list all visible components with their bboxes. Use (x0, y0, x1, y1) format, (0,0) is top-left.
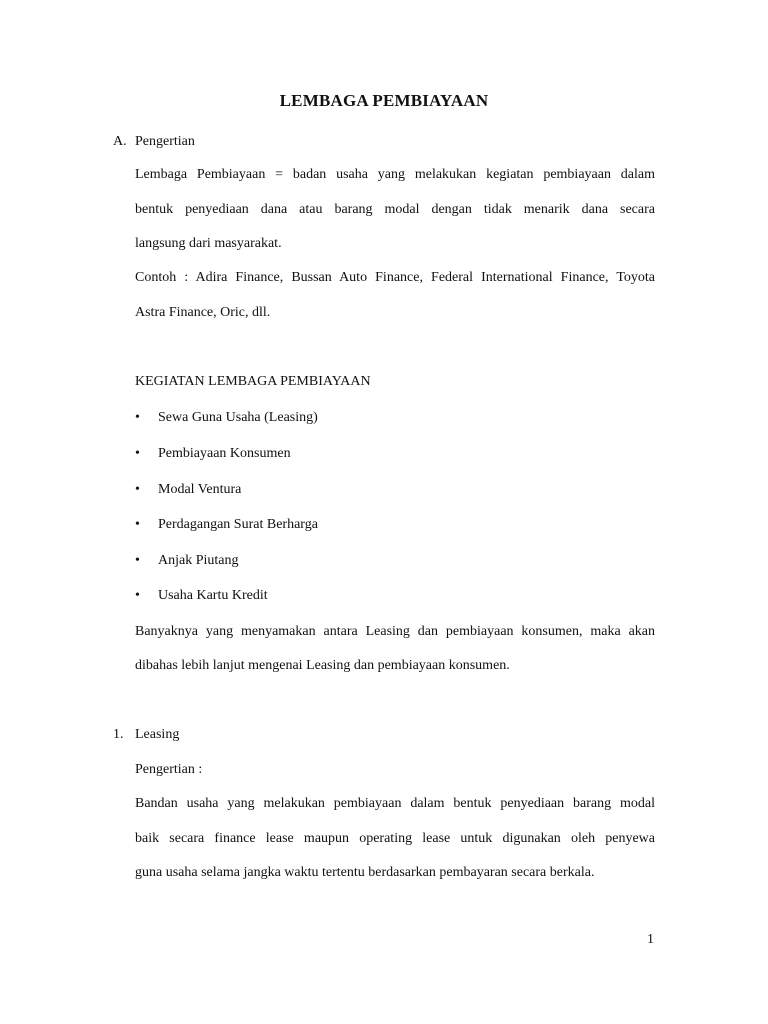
bullet-icon: • (135, 588, 140, 603)
leasing-body-line: baik secara finance lease maupun operating lease untuk digunakan oleh penyewa (135, 831, 655, 846)
bullet-icon: • (135, 553, 140, 568)
list-item-label: Anjak Piutang (158, 553, 239, 568)
list-item-label: Sewa Guna Usaha (Leasing) (158, 410, 318, 425)
example-line: Contoh : Adira Finance, Bussan Auto Finance, Federal International Finance, Toyota (135, 270, 655, 285)
bullet-icon: • (135, 446, 140, 461)
list-item-label: Pembiayaan Konsumen (158, 446, 291, 461)
section-a-marker: A. (113, 134, 127, 149)
closing-line: dibahas lebih lanjut mengenai Leasing dan pembiayaan konsumen. (135, 658, 510, 673)
section-a-heading: Pengertian (135, 134, 195, 149)
kegiatan-heading: KEGIATAN LEMBAGA PEMBIAYAAN (135, 374, 371, 389)
page-number: 1 (647, 932, 654, 947)
leasing-body-line: guna usaha selama jangka waktu tertentu berdasarkan pembayaran secara berkala. (135, 865, 595, 880)
bullet-icon: • (135, 517, 140, 532)
bullet-icon: • (135, 410, 140, 425)
document-title: LEMBAGA PEMBIAYAAN (279, 91, 489, 110)
bullet-icon: • (135, 482, 140, 497)
definition-line: bentuk penyediaan dana atau barang modal dengan tidak menarik dana secara (135, 202, 655, 217)
list-item-label: Perdagangan Surat Berharga (158, 517, 318, 532)
example-line: Astra Finance, Oric, dll. (135, 305, 271, 320)
section-1-marker: 1. (113, 727, 124, 742)
closing-line: Banyaknya yang menyamakan antara Leasing dan pembiayaan konsumen, maka akan (135, 624, 655, 639)
section-1-subheading: Pengertian : (135, 762, 203, 777)
definition-line: Lembaga Pembiayaan = badan usaha yang melakukan kegiatan pembiayaan dalam (135, 167, 655, 182)
section-1-heading: Leasing (135, 727, 180, 742)
definition-line: langsung dari masyarakat. (135, 236, 282, 251)
list-item-label: Usaha Kartu Kredit (158, 588, 268, 603)
leasing-body-line: Bandan usaha yang melakukan pembiayaan dalam bentuk penyediaan barang modal (135, 796, 655, 811)
list-item-label: Modal Ventura (158, 482, 242, 497)
